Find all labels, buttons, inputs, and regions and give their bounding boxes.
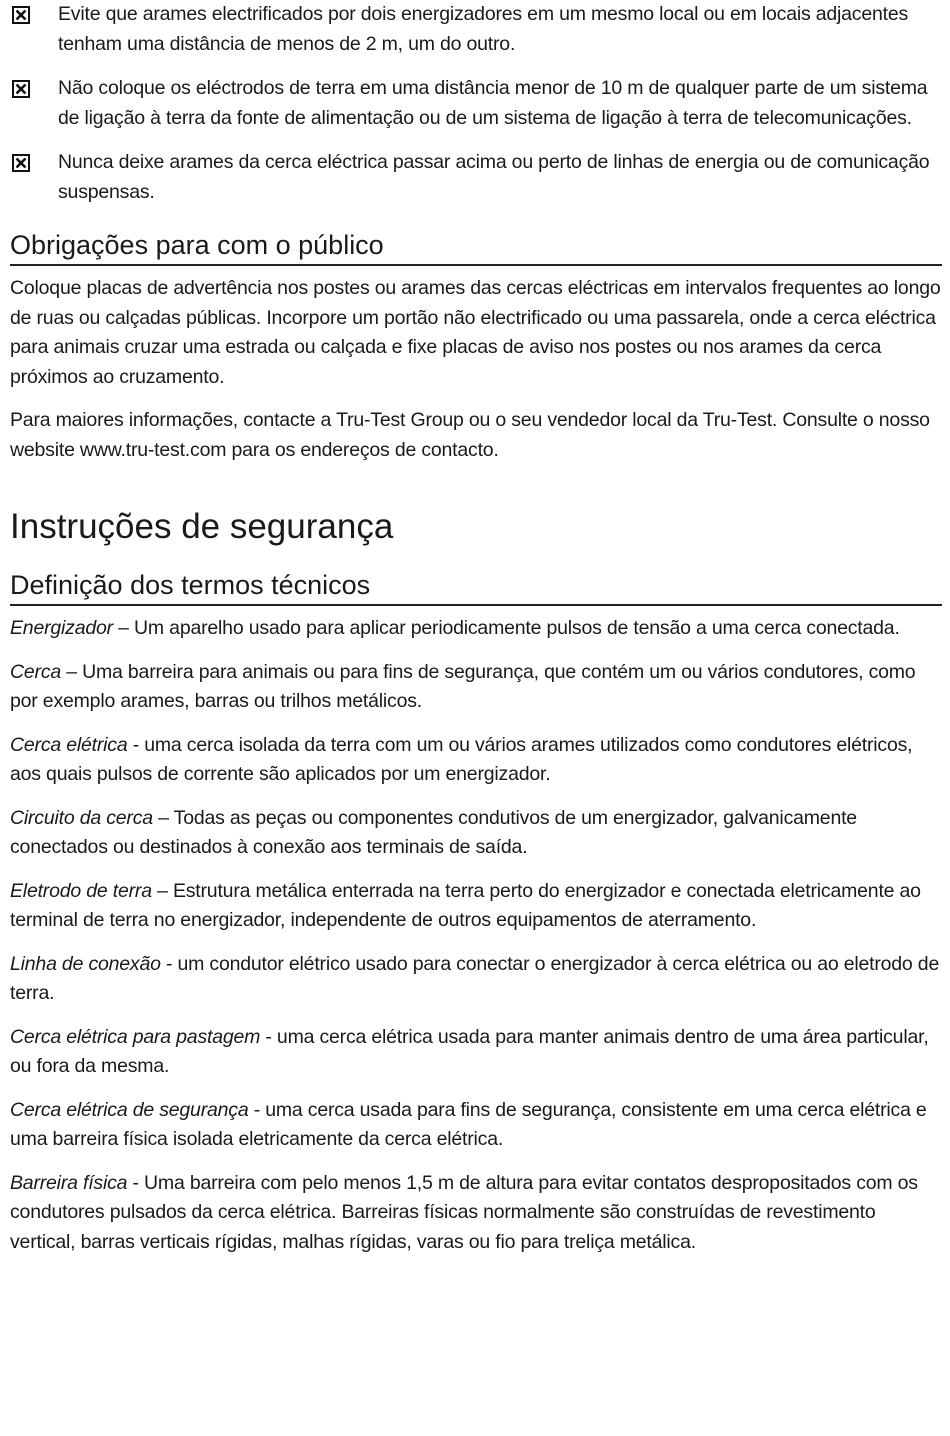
- definition-term: Linha de conexão: [10, 952, 161, 975]
- definitions-list: [10, 614, 942, 1257]
- definition-desc: - uma cerca elétrica usada para manter animais dentro de uma área particular, ou fora da mesma.: [10, 1025, 929, 1077]
- definition-term: Cerca elétrica: [10, 733, 128, 756]
- list-item: [10, 74, 942, 133]
- paragraph: Coloque placas de advertência nos postes ou arames das cercas eléctricas em intervalos frequentes ao longo de ruas ou calçadas públicas. Incorpore um portão não electrificado ou uma passarela, onde a cerca eléctrica para animais cruzar uma estrada ou calçada e fixe placas de aviso nos postes ou nos arames da cerca próximos ao cruzamento.: [10, 277, 941, 388]
- list-item-text: Nunca deixe arames da cerca eléctrica passar acima ou perto de linhas de energia ou de comunicação suspensas.: [58, 151, 930, 203]
- list-item-text: Evite que arames electrificados por dois energizadores em um mesmo local ou em locais adjacentes tenham uma distância de menos de 2 m, um do outro.: [58, 3, 909, 55]
- list-item: [10, 0, 942, 59]
- definition-item: [10, 1096, 942, 1155]
- definition-item: [10, 877, 942, 936]
- definition-item: [10, 1169, 942, 1258]
- section-body-obrigacoes: [10, 274, 942, 465]
- definition-desc: – Um aparelho usado para aplicar periodicamente pulsos de tensão a uma cerca conectada.: [118, 617, 900, 639]
- definition-desc: – Estrutura metálica enterrada na terra perto do energizador e conectada eletricamente ao terminal de terra no energizador, independente de outros equipamentos de aterramento.: [10, 879, 921, 931]
- definition-item: [10, 614, 942, 644]
- definition-desc: – Uma barreira para animais ou para fins de segurança, que contém um ou vários condutores, como por exemplo arames, barras ou trilhos metálicos.: [10, 660, 916, 712]
- definition-term: Energizador: [10, 617, 119, 639]
- definition-term: Cerca: [10, 660, 62, 683]
- definition-item: [10, 731, 942, 790]
- page-title-instrucoes: Instruções de segurança: [10, 507, 394, 546]
- definition-term: Cerca elétrica de segurança: [10, 1098, 249, 1121]
- definition-desc: – Todas as peças ou componentes condutivos de um energizador, galvanicamente conectados ou destinados à conexão aos terminais de saída.: [10, 806, 857, 858]
- checkbox-x-icon: [12, 154, 30, 172]
- definition-term: Eletrodo de terra: [10, 879, 152, 902]
- definition-term: Barreira física: [10, 1171, 128, 1194]
- definition-term: Circuito da cerca: [10, 806, 153, 829]
- section-title-obrigacoes: Obrigações para com o público: [10, 229, 942, 266]
- list-item: [10, 148, 942, 207]
- definition-desc: - uma cerca isolada da terra com um ou vários arames utilizados como condutores elétricos, aos quais pulsos de corrente são aplicados por um energizador.: [10, 733, 913, 785]
- list-item-text: Não coloque os eléctrodos de terra em uma distância menor de 10 m de qualquer parte de um sistema de ligação à terra da fonte de alimentação ou de um sistema de ligação à terra de telecomunicações.: [58, 77, 928, 129]
- checkbox-x-icon: [12, 6, 30, 24]
- definition-desc: - um condutor elétrico usado para conectar o energizador à cerca elétrica ou ao eletrodo de terra.: [10, 952, 940, 1004]
- prohibition-list: [10, 0, 942, 207]
- definition-desc: - uma cerca usada para fins de segurança, consistente em uma cerca elétrica e uma barreira física isolada eletricamente da cerca elétrica.: [10, 1098, 927, 1150]
- document-page: [10, 0, 942, 1271]
- definition-term: Cerca elétrica para pastagem: [10, 1025, 261, 1048]
- definition-item: [10, 658, 942, 717]
- definition-item: [10, 1023, 942, 1082]
- paragraph: Para maiores informações, contacte a Tru-Test Group ou o seu vendedor local da Tru-Test. Consulte o nosso website www.tru-test.com para os endereços de contacto.: [10, 409, 930, 461]
- definition-item: [10, 950, 942, 1009]
- definition-desc: - Uma barreira com pelo menos 1,5 m de altura para evitar contatos despropositados com os condutores pulsados da cerca elétrica. Barreiras físicas normalmente são construídas de revestimento vertical, barras verticais rígidas, malhas rígidas, varas ou fio para treliça metálica.: [10, 1171, 918, 1253]
- checkbox-x-icon: [12, 80, 30, 98]
- section-title-definicoes: Definição dos termos técnicos: [10, 569, 942, 606]
- definition-item: [10, 804, 942, 863]
